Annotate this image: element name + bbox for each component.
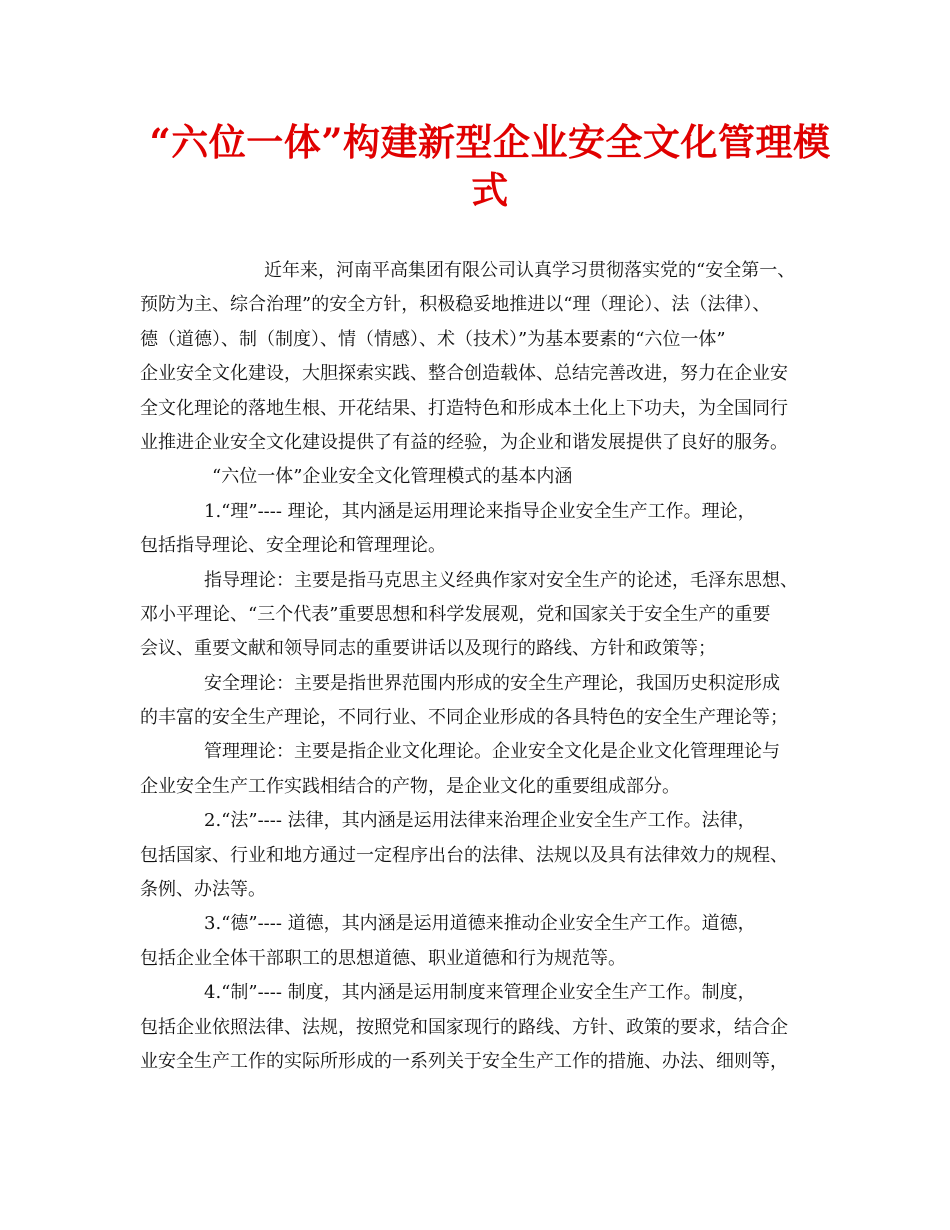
body-line: 包括企业全体干部职工的思想道德、职业道德和行为规范等。	[140, 947, 626, 969]
document-body	[140, 254, 830, 1079]
body-line: 2.“法”---- 法律，其内涵是运用法律来治理企业安全生产工作。法律，	[204, 810, 756, 832]
body-line: 会议、重要文献和领导同志的重要讲话以及现行的路线、方针和政策等；	[140, 638, 716, 660]
body-line: 业安全生产工作的实际所形成的一系列关于安全生产工作的措施、办法、细则等，	[140, 1050, 788, 1072]
body-line: “六位一体”企业安全文化管理模式的基本内涵	[212, 466, 573, 488]
body-line: 4.“制”---- 制度，其内涵是运用制度来管理企业安全生产工作。制度，	[204, 982, 756, 1004]
body-line: 预防为主、综合治理”的安全方针，积极稳妥地推进以“理（理论）、法（法律）、	[140, 294, 771, 316]
body-line: 1.“理”---- 理论，其内涵是运用理论来指导企业安全生产工作。理论，	[204, 500, 756, 522]
body-line: 条例、办法等。	[140, 879, 266, 901]
body-line: 邓小平理论、“三个代表”重要思想和科学发展观，党和国家关于安全生产的重要	[140, 603, 771, 625]
title-line-1: “六位一体”构建新型企业安全文化管理模	[149, 120, 831, 164]
document-title	[120, 118, 860, 214]
body-line: 的丰富的安全生产理论，不同行业、不同企业形成的各具特色的安全生产理论等；	[140, 707, 788, 729]
body-line: 包括企业依照法律、法规，按照党和国家现行的路线、方针、政策的要求，结合企	[140, 1016, 788, 1038]
body-line: 近年来，河南平高集团有限公司认真学习贯彻落实党的“安全第一、	[264, 260, 796, 281]
body-line: 管理理论：主要是指企业文化理论。企业安全文化是企业文化管理理论与	[204, 741, 780, 763]
body-line: 全文化理论的落地生根、开花结果、打造特色和形成本土化上下功夫，为全国同行	[140, 397, 788, 419]
body-line: 指导理论：主要是指马克思主义经典作家对安全生产的论述，毛泽东思想、	[204, 569, 798, 591]
body-line: 安全理论：主要是指世界范围内形成的安全生产理论，我国历史积淀形成	[204, 672, 780, 694]
body-line: 德（道德）、制（制度）、情（情感）、术（技术）”为基本要素的“六位一体”	[140, 328, 726, 350]
body-line: 企业安全生产工作实践相结合的产物，是企业文化的重要组成部分。	[140, 775, 680, 797]
body-line: 包括指导理论、安全理论和管理理论。	[140, 535, 446, 557]
body-line: 企业安全文化建设，大胆探索实践、整合创造载体、总结完善改进，努力在企业安	[140, 363, 788, 385]
body-line: 3.“德”---- 道德，其内涵是运用道德来推动企业安全生产工作。道德，	[204, 913, 756, 935]
body-line: 包括国家、行业和地方通过一定程序出台的法律、法规以及具有法律效力的规程、	[140, 844, 788, 866]
title-line-2: 式	[471, 168, 509, 212]
body-line: 业推进企业安全文化建设提供了有益的经验，为企业和谐发展提供了良好的服务。	[140, 431, 788, 453]
